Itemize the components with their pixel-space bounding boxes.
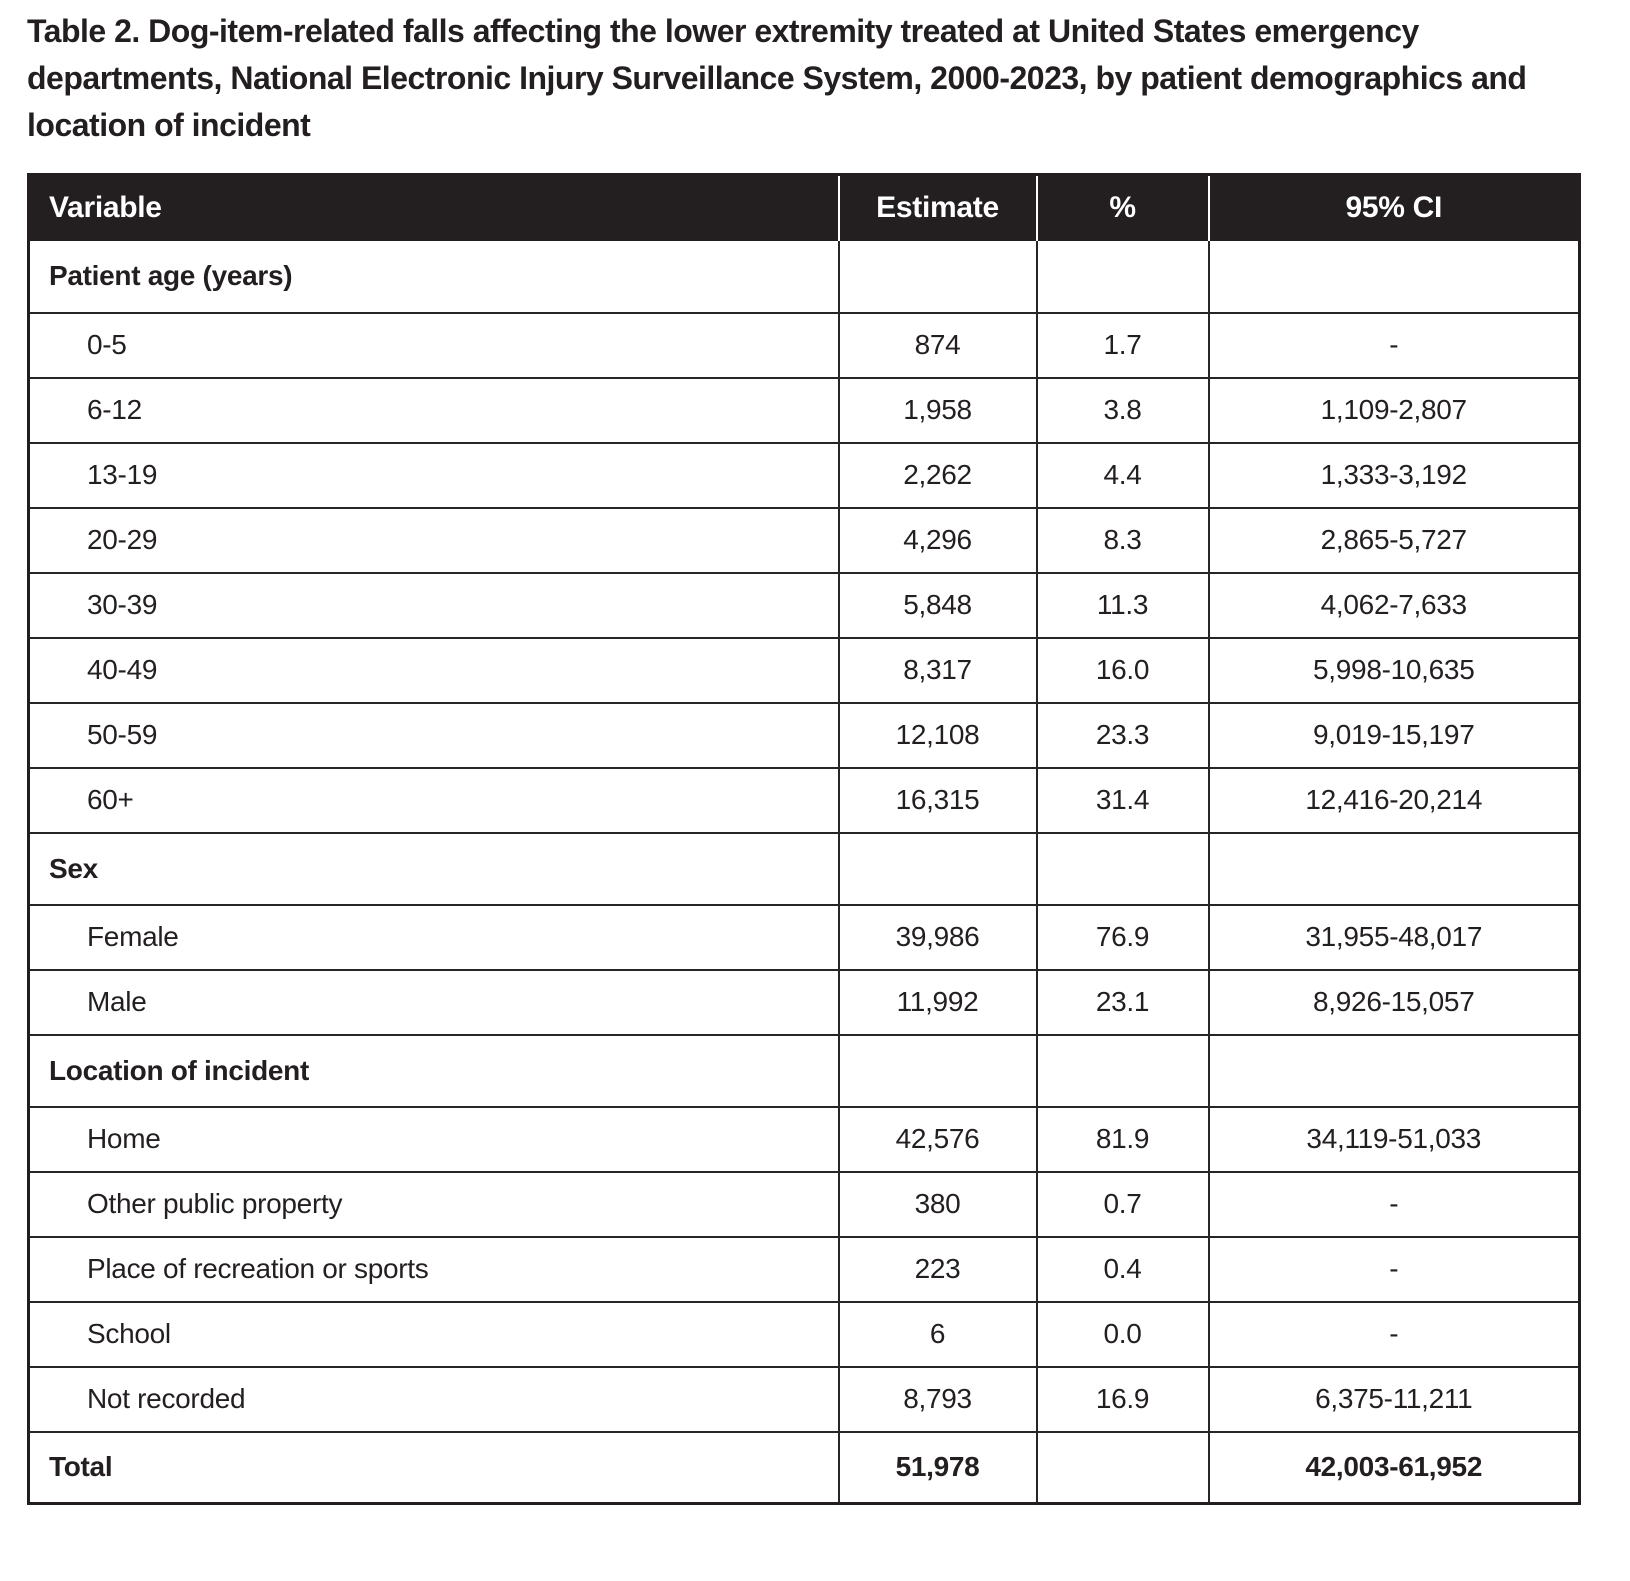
header-estimate: Estimate xyxy=(839,175,1037,241)
cell-percent xyxy=(1037,1035,1209,1107)
cell-percent: 0.4 xyxy=(1037,1237,1209,1302)
table-row xyxy=(29,638,1580,703)
cell-percent: 76.9 xyxy=(1037,905,1209,970)
cell-ci: 6,375-11,211 xyxy=(1209,1367,1580,1432)
cell-percent: 16.0 xyxy=(1037,638,1209,703)
cell-ci: 2,865-5,727 xyxy=(1209,508,1580,573)
cell-percent xyxy=(1037,241,1209,313)
cell-estimate xyxy=(839,241,1037,313)
cell-variable: Sex xyxy=(29,833,839,905)
cell-ci: - xyxy=(1209,313,1580,378)
cell-percent xyxy=(1037,1432,1209,1504)
cell-ci: 31,955-48,017 xyxy=(1209,905,1580,970)
cell-percent: 8.3 xyxy=(1037,508,1209,573)
cell-estimate: 51,978 xyxy=(839,1432,1037,1504)
cell-variable: 40-49 xyxy=(29,638,839,703)
cell-estimate: 11,992 xyxy=(839,970,1037,1035)
cell-percent: 3.8 xyxy=(1037,378,1209,443)
cell-ci: 4,062-7,633 xyxy=(1209,573,1580,638)
cell-ci: - xyxy=(1209,1172,1580,1237)
cell-variable: 20-29 xyxy=(29,508,839,573)
cell-ci: 9,019-15,197 xyxy=(1209,703,1580,768)
cell-percent: 1.7 xyxy=(1037,313,1209,378)
cell-ci: 8,926-15,057 xyxy=(1209,970,1580,1035)
cell-ci: 34,119-51,033 xyxy=(1209,1107,1580,1172)
table-row xyxy=(29,970,1580,1035)
cell-estimate: 380 xyxy=(839,1172,1037,1237)
cell-estimate: 8,317 xyxy=(839,638,1037,703)
cell-variable: School xyxy=(29,1302,839,1367)
table-row xyxy=(29,1367,1580,1432)
cell-ci xyxy=(1209,1035,1580,1107)
table-body xyxy=(29,241,1580,1504)
cell-percent: 23.3 xyxy=(1037,703,1209,768)
cell-ci xyxy=(1209,241,1580,313)
table-row xyxy=(29,313,1580,378)
header-ci: 95% CI xyxy=(1209,175,1580,241)
cell-variable: Home xyxy=(29,1107,839,1172)
cell-percent: 0.7 xyxy=(1037,1172,1209,1237)
table-row xyxy=(29,905,1580,970)
header-variable: Variable xyxy=(29,175,839,241)
cell-variable: Location of incident xyxy=(29,1035,839,1107)
cell-ci xyxy=(1209,833,1580,905)
cell-estimate xyxy=(839,833,1037,905)
cell-percent: 81.9 xyxy=(1037,1107,1209,1172)
table-row xyxy=(29,1302,1580,1367)
cell-estimate: 5,848 xyxy=(839,573,1037,638)
table-row xyxy=(29,573,1580,638)
cell-variable: 60+ xyxy=(29,768,839,833)
header-row xyxy=(29,175,1580,241)
cell-variable: 50-59 xyxy=(29,703,839,768)
cell-estimate: 1,958 xyxy=(839,378,1037,443)
cell-estimate: 42,576 xyxy=(839,1107,1037,1172)
cell-variable: Male xyxy=(29,970,839,1035)
header-percent: % xyxy=(1037,175,1209,241)
cell-ci: 1,333-3,192 xyxy=(1209,443,1580,508)
table-header xyxy=(29,175,1580,241)
cell-percent: 11.3 xyxy=(1037,573,1209,638)
cell-variable: 13-19 xyxy=(29,443,839,508)
cell-percent: 0.0 xyxy=(1037,1302,1209,1367)
cell-estimate: 2,262 xyxy=(839,443,1037,508)
table-row xyxy=(29,1107,1580,1172)
table-row xyxy=(29,378,1580,443)
cell-estimate: 8,793 xyxy=(839,1367,1037,1432)
cell-estimate: 223 xyxy=(839,1237,1037,1302)
cell-estimate: 4,296 xyxy=(839,508,1037,573)
data-table xyxy=(27,173,1581,1505)
cell-estimate: 6 xyxy=(839,1302,1037,1367)
cell-variable: Patient age (years) xyxy=(29,241,839,313)
cell-variable: Female xyxy=(29,905,839,970)
cell-percent: 16.9 xyxy=(1037,1367,1209,1432)
table-row xyxy=(29,1237,1580,1302)
cell-variable: 6-12 xyxy=(29,378,839,443)
cell-variable: Other public property xyxy=(29,1172,839,1237)
cell-estimate: 12,108 xyxy=(839,703,1037,768)
table-title: Table 2. Dog-item-related falls affecting the lower extremity treated at United States emergency departments, National Electronic Injury Surveillance System, 2000-2023, by patient demographics and location of incident xyxy=(27,13,1527,144)
table-row xyxy=(29,443,1580,508)
cell-ci: - xyxy=(1209,1237,1580,1302)
cell-estimate xyxy=(839,1035,1037,1107)
table-row xyxy=(29,1172,1580,1237)
table-row xyxy=(29,703,1580,768)
table-row xyxy=(29,508,1580,573)
section-row xyxy=(29,241,1580,313)
cell-variable: 0-5 xyxy=(29,313,839,378)
section-row xyxy=(29,1035,1580,1107)
cell-percent: 31.4 xyxy=(1037,768,1209,833)
cell-percent xyxy=(1037,833,1209,905)
cell-variable: Place of recreation or sports xyxy=(29,1237,839,1302)
section-row xyxy=(29,833,1580,905)
cell-variable: Total xyxy=(29,1432,839,1504)
cell-variable: 30-39 xyxy=(29,573,839,638)
cell-estimate: 874 xyxy=(839,313,1037,378)
cell-ci: 42,003-61,952 xyxy=(1305,1451,1483,1483)
cell-percent: 23.1 xyxy=(1037,970,1209,1035)
cell-variable: Not recorded xyxy=(29,1367,839,1432)
cell-ci: - xyxy=(1209,1302,1580,1367)
cell-ci: 12,416-20,214 xyxy=(1209,768,1580,833)
cell-percent: 4.4 xyxy=(1037,443,1209,508)
cell-ci: 5,998-10,635 xyxy=(1209,638,1580,703)
table-row xyxy=(29,768,1580,833)
cell-ci: 1,109-2,807 xyxy=(1209,378,1580,443)
cell-estimate: 16,315 xyxy=(839,768,1037,833)
total-row xyxy=(29,1432,1580,1504)
cell-estimate: 39,986 xyxy=(839,905,1037,970)
